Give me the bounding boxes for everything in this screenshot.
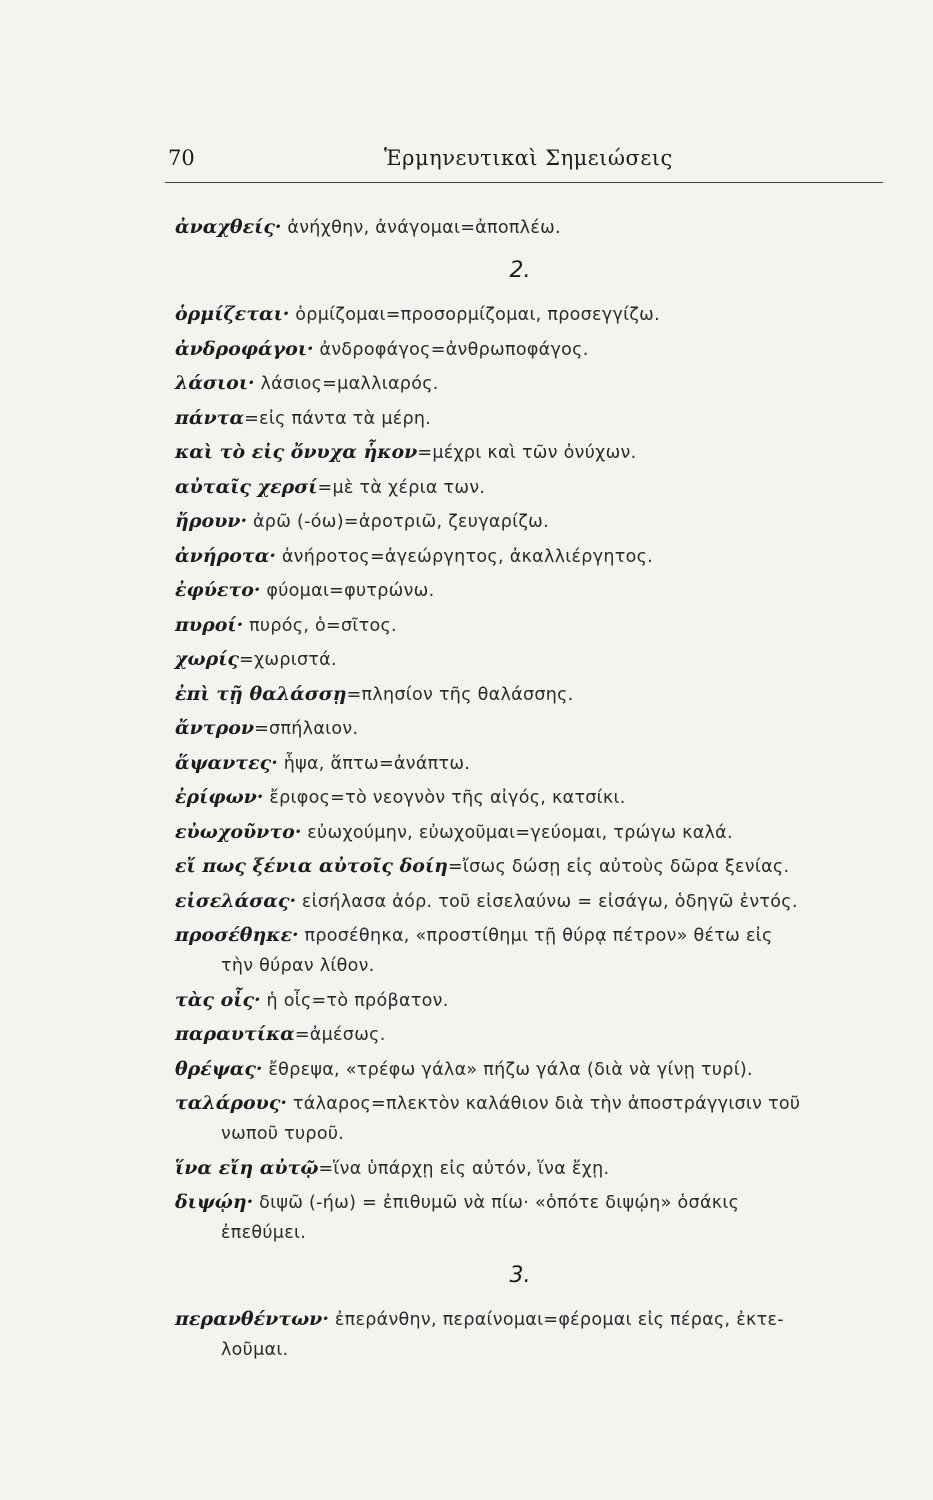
- header-rule: [165, 182, 883, 183]
- page-number: 70: [168, 146, 195, 170]
- entry-gloss: ἐπεράνθην, περαίνομαι=φέρομαι εἰς πέρας, ἐκτε-: [328, 1310, 784, 1330]
- glossary-entry: [175, 1088, 895, 1149]
- glossary-entry: [175, 851, 895, 882]
- glossary-entry: [175, 506, 895, 537]
- entry-headword: ἵνα εἴη αὐτῷ: [175, 1156, 319, 1179]
- entry-gloss: =μὲ τὰ χέρια των.: [317, 477, 486, 498]
- entry-gloss: ὁρμίζομαι=προσορμίζομαι, προσεγγίζω.: [289, 305, 660, 325]
- entry-headword: ἐφύετο·: [175, 579, 261, 601]
- glossary-entry: [175, 299, 895, 330]
- entry-gloss: εἰσήλασα ἀόρ. τοῦ εἰσελαύνω = εἰσάγω, ὁδηγῶ ἐντός.: [296, 891, 798, 912]
- entry-gloss-continuation: νωποῦ τυροῦ.: [221, 1124, 345, 1144]
- glossary-entry: [175, 575, 895, 606]
- entry-headword: καὶ τὸ εἰς ὄνυχα ἧκον: [175, 441, 418, 463]
- entry-gloss: εὐωχούμην, εὐωχοῦμαι=γεύομαι, τρώγω καλά.: [301, 822, 733, 843]
- entry-gloss: ἧψα, ἅπτω=ἀνάπτω.: [277, 753, 471, 774]
- glossary-entry: [175, 817, 895, 848]
- entry-headword: εὐωχοῦντο·: [175, 820, 302, 843]
- entry-gloss: λάσιος=μαλλιαρός.: [254, 374, 439, 394]
- entry-headword: πυροί·: [175, 613, 244, 636]
- glossary-entry: [175, 1153, 895, 1184]
- entry-gloss: φύομαι=φυτρώνω.: [260, 581, 435, 601]
- glossary-entry: [175, 679, 895, 710]
- entry-gloss: ἔριφος=τὸ νεογνὸν τῆς αἰγός, κατσίκι.: [263, 788, 626, 808]
- entry-headword: ἐπὶ τῇ θαλάσσῃ: [175, 682, 347, 705]
- entry-headword: εἴ πως ξένια αὐτοῖς δοίη: [175, 855, 448, 877]
- glossary-entry: [175, 541, 895, 572]
- entry-gloss: =πλησίον τῆς θαλάσσης.: [346, 684, 574, 705]
- entry-gloss: ἀνδροφάγος=ἀνθρωποφάγος.: [313, 339, 589, 360]
- glossary-entry: [175, 1019, 895, 1050]
- running-title: Ἑρμηνευτικαὶ Σημειώσεις: [384, 146, 673, 170]
- glossary-entry: [175, 920, 895, 981]
- entry-headword: πάντα: [175, 406, 245, 429]
- glossary-entry: [175, 1187, 895, 1248]
- glossary-entry: [175, 334, 895, 365]
- running-head: [168, 146, 880, 182]
- glossary-entry: [175, 644, 895, 675]
- entry-headword: ἅψαντες·: [175, 751, 278, 774]
- entry-headword: ὁρμίζεται·: [175, 303, 290, 325]
- entry-gloss: ἡ οἶς=τὸ πρόβατον.: [260, 990, 449, 1011]
- entry-headword: διψῴη·: [175, 1191, 254, 1213]
- entry-gloss: ἔθρεψα, «τρέφω γάλα» πήζω γάλα (διὰ νὰ γίνῃ τυρί).: [262, 1059, 753, 1080]
- entry-gloss: =μέχρι καὶ τῶν ὀνύχων.: [417, 443, 637, 463]
- glossary-entry: [175, 985, 895, 1016]
- entry-gloss: =χωριστά.: [239, 650, 337, 670]
- entry-gloss: =ἵνα ὑπάρχῃ εἰς αὐτόν, ἵνα ἔχῃ.: [318, 1158, 610, 1179]
- glossary-entry: [175, 403, 895, 434]
- entry-headword: ἐρίφων·: [175, 786, 264, 808]
- section-number: 2.: [509, 258, 531, 283]
- entry-headword: ἤρουν·: [175, 510, 248, 532]
- glossary-entry: [175, 782, 895, 813]
- glossary-entry: [175, 748, 895, 779]
- entry-gloss-continuation: λοῦμαι.: [221, 1340, 289, 1360]
- glossary-entry: [175, 1304, 895, 1365]
- entry-headword: χωρίς: [175, 648, 239, 670]
- entry-headword: παραυτίκα: [175, 1023, 295, 1045]
- entry-gloss: =εἰς πάντα τὰ μέρη.: [244, 408, 432, 429]
- entry-headword: ἀνδροφάγοι·: [175, 337, 314, 360]
- glossary-body: [175, 212, 895, 1365]
- entry-headword: προσέθηκε·: [175, 924, 299, 946]
- entry-gloss: διψῶ (-ήω) = ἐπιθυμῶ νὰ πίω· «ὁπότε διψῴη» ὁσάκις: [253, 1193, 740, 1213]
- glossary-entry: [175, 212, 895, 243]
- entry-gloss: =σπήλαιον.: [254, 719, 359, 739]
- entry-headword: ταλάρους·: [175, 1092, 288, 1114]
- glossary-entry: [175, 472, 895, 503]
- entry-headword: ἀνήροτα·: [175, 544, 276, 567]
- entry-gloss: ἀρῶ (-όω)=ἀροτριῶ, ζευγαρίζω.: [247, 512, 549, 532]
- entry-headword: ἀναχθείς·: [175, 216, 282, 238]
- glossary-entry: [175, 886, 895, 917]
- entry-gloss: ἀνήροτος=ἀγεώργητος, ἀκαλλιέργητος.: [275, 546, 654, 567]
- entry-headword: περανθέντων·: [175, 1308, 329, 1330]
- entry-gloss-continuation: τὴν θύραν λίθον.: [221, 956, 375, 976]
- entry-gloss: τάλαρος=πλεκτὸν καλάθιον διὰ τὴν ἀποστράγγισιν τοῦ: [287, 1094, 801, 1114]
- entry-headword: θρέψας·: [175, 1057, 263, 1080]
- entry-headword: αὐταῖς χερσί: [175, 475, 318, 498]
- glossary-entry: [175, 368, 895, 399]
- glossary-sections: [175, 243, 895, 1365]
- entry-gloss-continuation: ἐπεθύμει.: [221, 1223, 307, 1243]
- entry-gloss: =ἴσως δώσῃ εἰς αὐτοὺς δῶρα ξενίας.: [447, 857, 790, 877]
- glossary-entry: [175, 610, 895, 641]
- entry-gloss: πυρός, ὁ=σῖτος.: [243, 615, 397, 636]
- glossary-entry: [175, 437, 895, 468]
- section-number: 3.: [509, 1263, 531, 1288]
- intro-entries: [175, 212, 895, 243]
- entry-headword: τὰς οἶς·: [175, 988, 261, 1011]
- entry-gloss: προσέθηκα, «προστίθημι τῇ θύρᾳ πέτρον» θέτω εἰς: [298, 926, 773, 946]
- glossary-entry: [175, 713, 895, 744]
- entry-headword: ἄντρον: [175, 717, 255, 739]
- glossary-entry: [175, 1054, 895, 1085]
- entry-gloss: ἀνήχθην, ἀνάγομαι=ἀποπλέω.: [281, 218, 561, 238]
- entry-gloss: =ἀμέσως.: [294, 1025, 386, 1045]
- entry-headword: εἰσελάσας·: [175, 889, 297, 912]
- entry-headword: λάσιοι·: [175, 372, 255, 394]
